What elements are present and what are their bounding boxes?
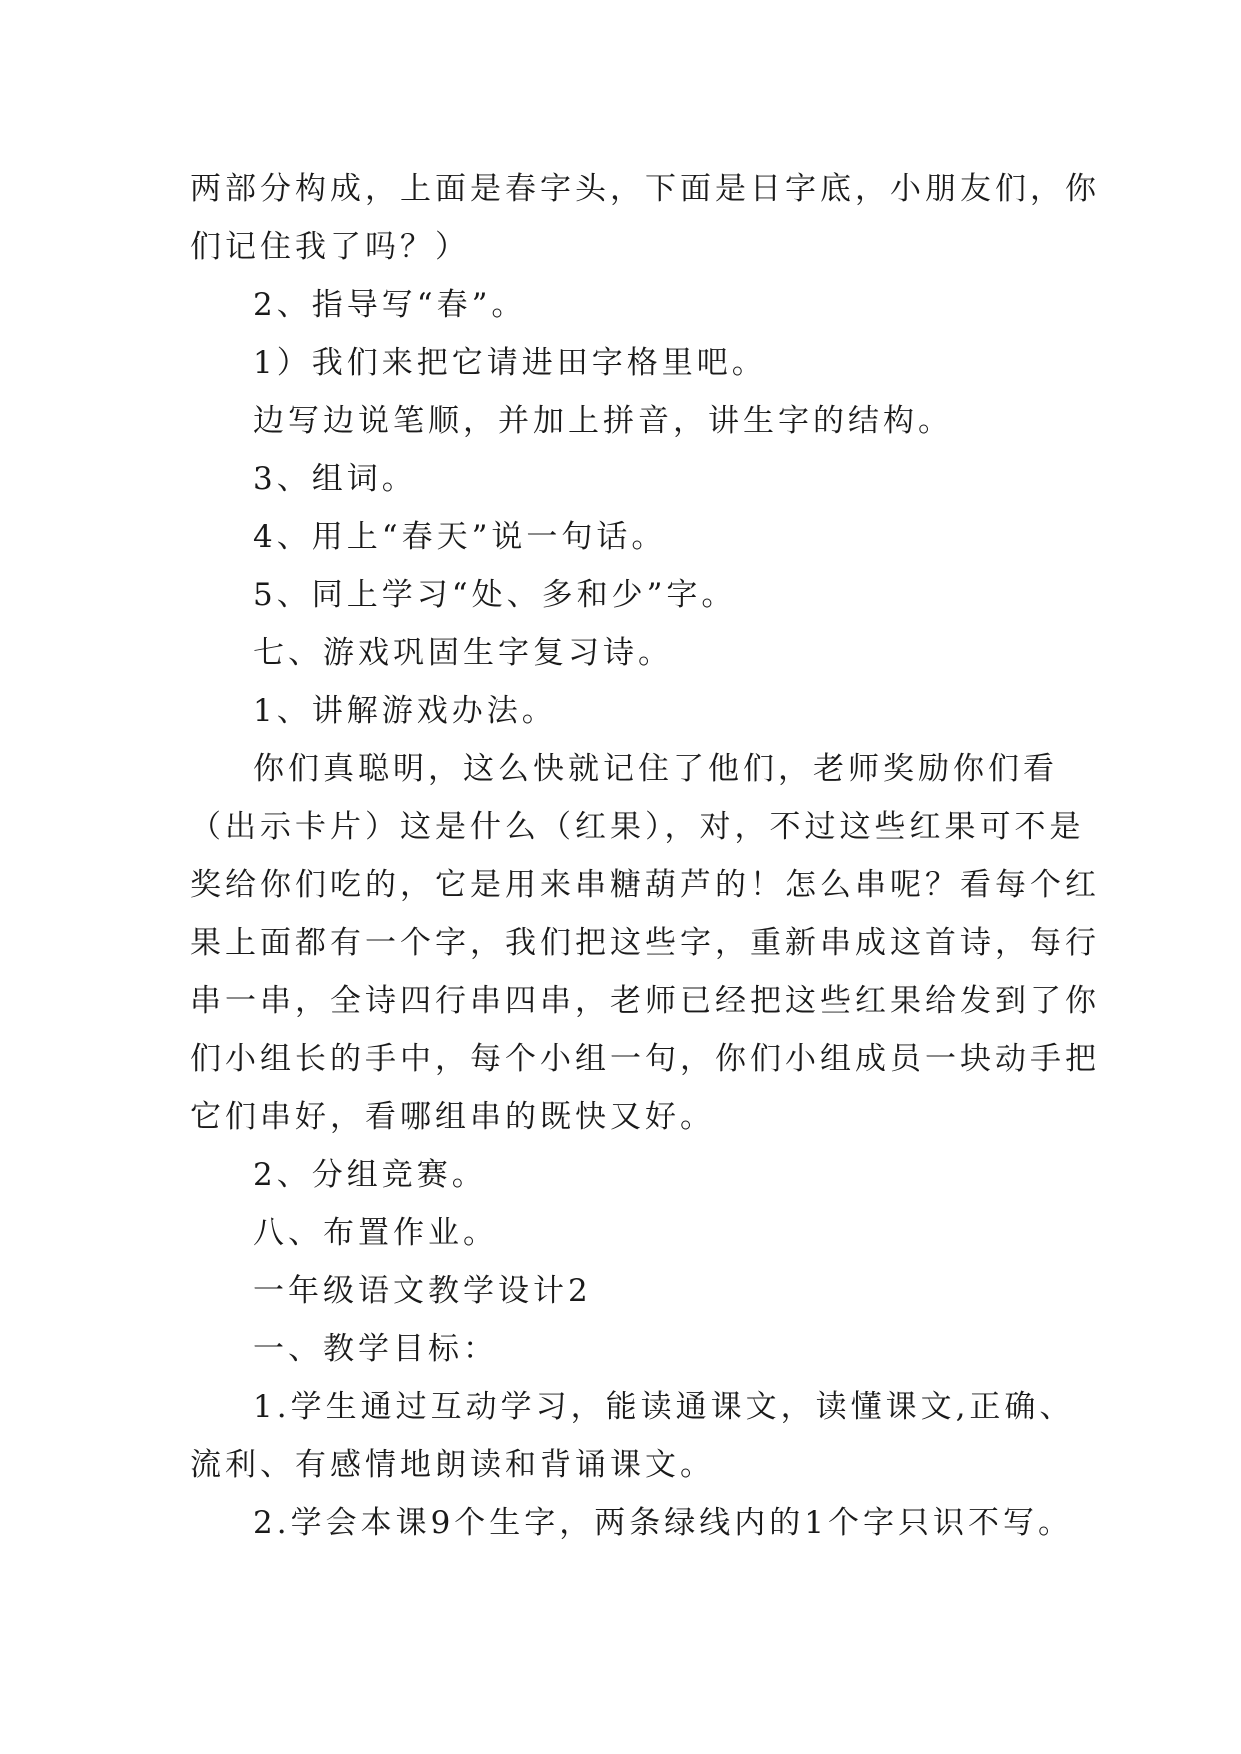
document-subtitle: 一年级语文教学设计2: [253, 1273, 592, 1309]
text-line: 2.学会本课9个生字，两条绿线内的1个字只识不写。: [253, 1505, 1074, 1541]
document-body: [190, 160, 1100, 1552]
text-line: 们小组长的手中，每个小组一句，你们小组成员一块动手把: [190, 1041, 1100, 1077]
text-line: 1.学生通过互动学习，能读通课文，读懂课文,正确、: [253, 1389, 1075, 1425]
text-line: 边写边说笔顺，并加上拼音，讲生字的结构。: [253, 403, 953, 439]
text-line: 你们真聪明，这么快就记住了他们，老师奖励你们看: [253, 751, 1058, 787]
text-line: 们记住我了吗？）: [190, 229, 470, 265]
text-line: 两部分构成，上面是春字头，下面是日字底，小朋友们，你: [190, 171, 1100, 207]
text-line: 1、讲解游戏办法。: [253, 693, 557, 729]
text-line: 果上面都有一个字，我们把这些字，重新串成这首诗，每行: [190, 925, 1100, 961]
text-line: 它们串好，看哪组串的既快又好。: [190, 1099, 715, 1135]
text-line: 4、用上“春天”说一句话。: [253, 519, 667, 555]
text-line: 3、组词。: [253, 461, 417, 497]
text-line: 串一串，全诗四行串四串，老师已经把这些红果给发到了你: [190, 983, 1100, 1019]
text-line: 流利、有感情地朗读和背诵课文。: [190, 1447, 715, 1483]
section-heading: 八、布置作业。: [253, 1215, 498, 1251]
section-heading: 七、游戏巩固生字复习诗。: [253, 635, 673, 671]
text-line: 2、分组竞赛。: [253, 1157, 487, 1193]
text-line: 5、同上学习“处、多和少”字。: [253, 577, 737, 613]
text-line: 1）我们来把它请进田字格里吧。: [253, 345, 767, 381]
text-line: 2、指导写“春”。: [253, 287, 527, 323]
text-line: 奖给你们吃的，它是用来串糖葫芦的！怎么串呢？看每个红: [190, 867, 1100, 903]
section-heading: 一、教学目标：: [253, 1331, 498, 1367]
text-line: （出示卡片）这是什么（红果），对，不过这些红果可不是: [190, 809, 1085, 845]
